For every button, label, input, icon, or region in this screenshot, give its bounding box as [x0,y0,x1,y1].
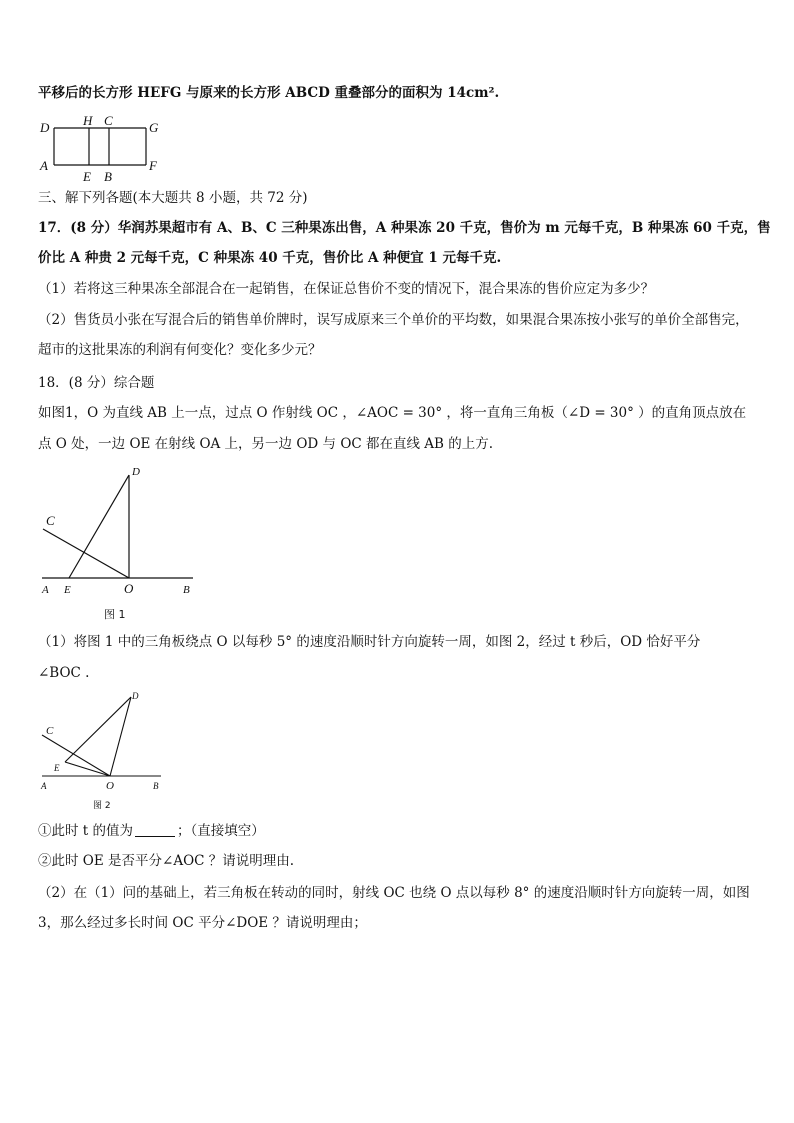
q17-line-1: 17．(8 分）华润苏果超市有 A、B、C 三种果冻出售，A 种果冻 20 千克，售价为 m 元每千克，B 种果冻 60 千克，售 [38,220,771,236]
label-D: D [40,120,50,135]
q18-part-2-line-1: （2）在（1）问的基础上，若三角板在转动的同时，射线 OC 也绕 O 点以每秒 8° 的速度沿顺时针方向旋转一周，如图 [38,885,750,901]
fig1-label-E: E [64,584,71,596]
q18-sub-1-end: ；（直接填空） [177,823,265,839]
q18-line-2: 点 O 处，一边 OE 在射线 OA 上，另一边 OD 与 OC 都在直线 AB 的上方. [38,436,494,452]
answer-blank [135,822,175,837]
q18-line-1: 如图1，O 为直线 AB 上一点，过点 O 作射线 OC ，∠AOC = 30° ，将一直角三角板（∠D = 30° ）的直角顶点放在 [38,405,747,421]
q17-part-1: （1）若将这三种果冻全部混合在一起销售，在保证总售价不变的情况下，混合果冻的售价应定为多少？ [38,281,655,297]
q18-sub-1 [38,821,756,841]
label-C: C [104,113,113,128]
figure-1 [38,465,208,625]
q17-line-2: 价比 A 种贵 2 元每千克，C 种果冻 40 千克，售价比 A 种便宜 1 元每千克. [38,250,502,266]
fig2-label-D: D [132,691,139,701]
text-line-rect-overlap: 平移后的长方形 HEFG 与原来的长方形 ABCD 重叠部分的面积为 14cm². [38,85,500,101]
label-E: E [83,169,91,184]
q18-sub-2: ②此时 OE 是否平分∠AOC ？请说明理由. [38,853,295,869]
fig2-label-B: B [153,781,159,791]
fig1-caption: 图 1 [104,608,126,621]
rectangle-translation-figure [38,113,168,184]
fig1-label-B: B [183,584,190,596]
q17-part-2-line-2: 超市的这批果冻的利润有何变化？变化多少元？ [38,342,322,358]
q18-heading: 18．(8 分）综合题 [38,375,155,391]
label-F: F [149,158,157,173]
figure-2 [38,688,178,813]
label-H: H [83,113,93,128]
q17-part-2-line-1: （2）售货员小张在写混合后的销售单价牌时，误写成原来三个单价的平均数，如果混合果冻按小张写的单价全部售完， [38,312,749,328]
fig2-label-O: O [106,780,114,792]
section-heading: 三、解下列各题(本大题共 8 小题，共 72 分) [38,190,308,206]
q18-sub-1-text: ①此时 t 的值为 [38,823,134,839]
fig1-label-C: C [46,513,55,528]
fig1-label-A: A [42,584,49,596]
fig1-label-D: D [132,466,140,478]
q18-part-1-line-2: ∠BOC . [38,665,90,681]
label-B: B [104,169,112,184]
q18-part-2-line-2: 3，那么经过多长时间 OC 平分∠DOE ？请说明理由； [38,915,367,931]
label-G: G [149,120,159,135]
fig2-caption: 图 2 [93,801,111,811]
label-A: A [40,158,48,173]
fig2-label-C: C [46,725,54,737]
fig2-label-E: E [54,763,60,773]
fig2-label-A: A [41,781,47,791]
fig1-label-O: O [124,581,134,596]
q18-part-1-line-1: （1）将图 1 中的三角板绕点 O 以每秒 5° 的速度沿顺时针方向旋转一周，如图 2，经过 t 秒后，OD 恰好平分 [38,634,701,650]
